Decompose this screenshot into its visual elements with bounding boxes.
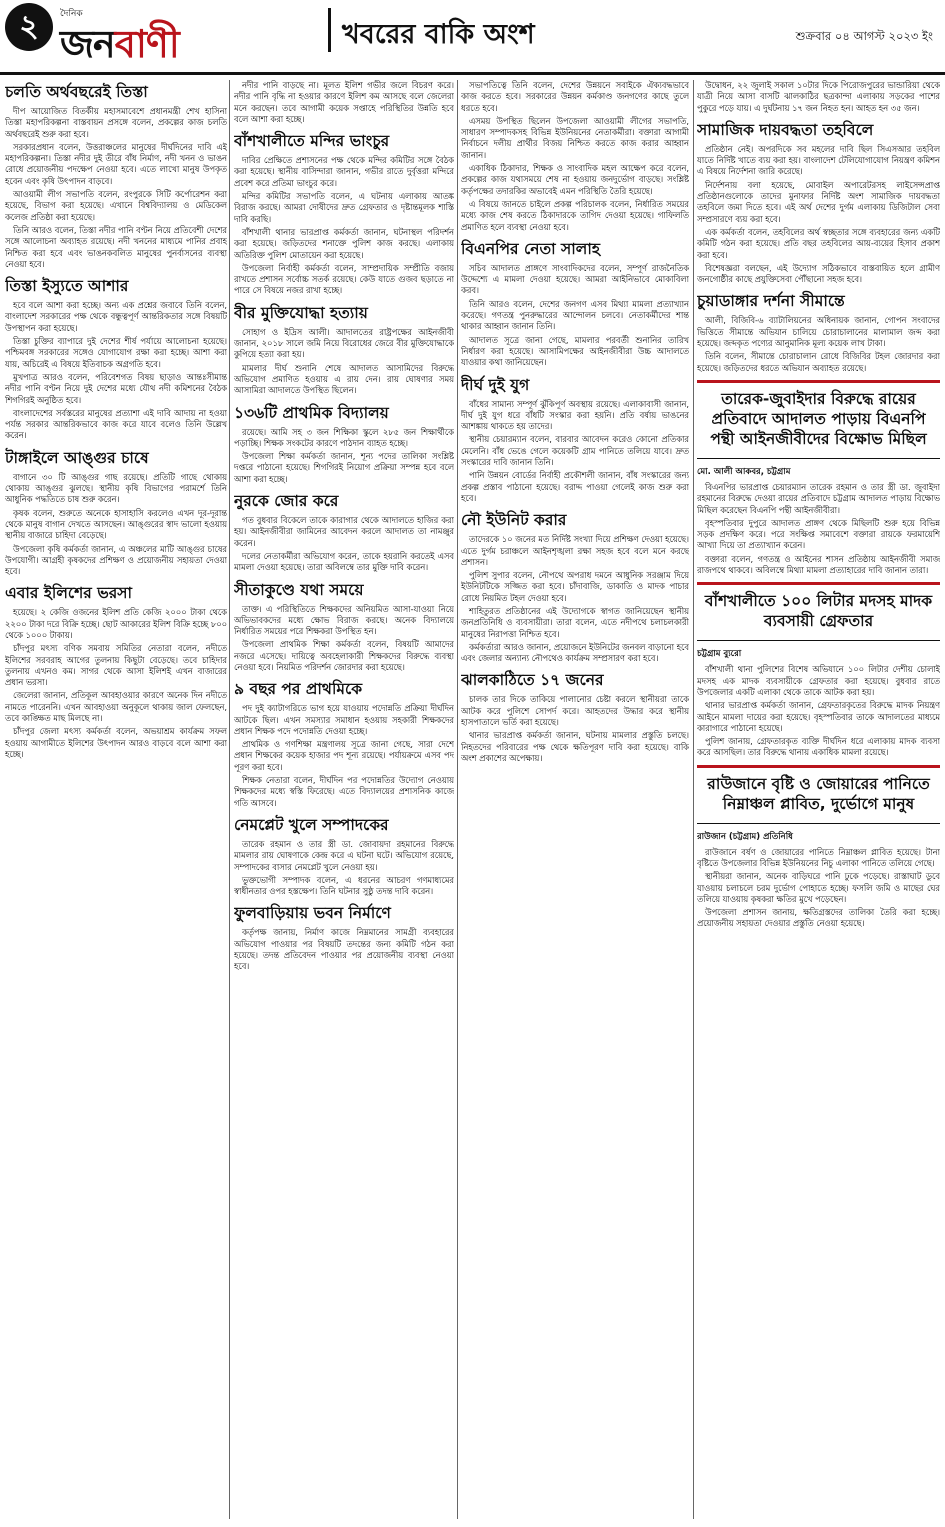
article-paragraph: চাঁদপুর জেলা মৎস্য কর্মকর্তা বলেন, অভয়াশ্রম কার্যক্রম সফল হওয়ায় আগামীতে ইলিশের উৎপাদন আরও বাড়বে বলে আশা করা হচ্ছে। <box>5 726 227 759</box>
article-body <box>461 80 689 233</box>
article-body <box>234 515 454 573</box>
article-body <box>697 144 940 286</box>
article-headline: বীর মুক্তিযোদ্ধা হত্যায় <box>234 303 368 322</box>
headline-box <box>697 380 940 459</box>
article-paragraph: পদ দুই ক্যাটাগরিতে ভাগ হয়ে যাওয়ায় পদোন্নতি প্রক্রিয়া দীর্ঘদিন আটকে ছিল। এখন সমস্যার সমাধান হওয়ায় সহকারী শিক্ষকদের প্রধান শিক্ষক পদে পদোন্নতি দেওয়া হচ্ছে। <box>234 703 454 736</box>
article-paragraph: তিনি বলেন, সীমান্তে চোরাচালান রোধে বিজিবির টহল জোরদার করা হয়েছে। জড়িতদের ধরতে অভিযান অব্যাহত রয়েছে। <box>697 351 940 373</box>
article-headline: রাউজানে বৃষ্টি ও জোয়ারের পানিতে নিম্নাঞ্চল প্লাবিত, দুর্ভোগে মানুষ <box>707 774 930 813</box>
column-divider <box>229 80 230 1519</box>
column-4 <box>697 80 940 1519</box>
article-paragraph: উপজেলা শিক্ষা কর্মকর্তা জানান, শূন্য পদের তালিকা সংশ্লিষ্ট দপ্তরে পাঠানো হয়েছে। শিগগিরই নিয়োগ প্রক্রিয়া সম্পন্ন হবে বলে আশা করা হচ্ছে। <box>234 451 454 484</box>
article-paragraph: জেলেরা জানান, প্রতিকূল আবহাওয়ার কারণে অনেক দিন নদীতে নামতে পারেননি। এখন আবহাওয়া অনুকূলে থাকায় জাল ফেলছেন, তবে কাঙ্ক্ষিত মাছ মিলছে না। <box>5 690 227 724</box>
article-paragraph: সরকারপ্রধান বলেন, উত্তরাঞ্চলের মানুষের দীর্ঘদিনের দাবি এই মহাপরিকল্পনা। তিস্তা নদীর দুই তীরে বাঁধ নির্মাণ, নদী খনন ও ভাঙন রোধে প্রয়োজনীয় পদক্ষেপ নেওয়া হবে। এতে লাখো মানুষ উপকৃত হবেন এবং কৃষি উৎপাদন বাড়বে। <box>5 141 227 186</box>
newspaper-logo <box>60 15 179 79</box>
article-paragraph: নদীর পানি বাড়ছে না। মূলত ইলিশ গভীর জলে বিচরণ করে। নদীর পানি বৃদ্ধি না হওয়ার কারণে ইলিশ কম আসছে বলে জেলেরা মনে করছেন। তবে আগামী কয়েক সপ্তাহে পরিস্থিতির উন্নতি হবে বলে আশা করা হচ্ছে। <box>234 80 454 124</box>
article-paragraph: সচিব আদালত প্রাঙ্গণে সাংবাদিকদের বলেন, সম্পূর্ণ রাজনৈতিক উদ্দেশ্যে এ মামলা দেওয়া হয়েছে। আমরা আইনিভাবে মোকাবিলা করব। <box>461 262 689 296</box>
article-paragraph: আওয়ামী লীগ সভাপতি বলেন, রংপুরকে সিটি কর্পোরেশন করা হয়েছে, বিভাগ করা হয়েছে। এখানে বিশ্ববিদ্যালয় ও মেডিকেল কলেজ প্রতিষ্ঠা করা হয়েছে। <box>5 189 227 222</box>
article-paragraph: তাক্ত। এ পরিস্থিতিতে শিক্ষকদের অনিয়মিত আসা-যাওয়া নিয়ে অভিভাবকদের মধ্যে ক্ষোভ বিরাজ করছে। অনেক বিদ্যালয়ে নির্ধারিত সময়ের পরে শিক্ষকরা উপস্থিত হন। <box>234 603 454 637</box>
article-paragraph: কৃষক বলেন, শুরুতে অনেকে হাসাহাসি করলেও এখন দূর-দূরান্ত থেকে মানুষ বাগান দেখতে আসছেন। আঙ্গুরের স্বাদ ভালো হওয়ায় স্থানীয় বাজারে চাহিদা বেড়েছে। <box>5 507 227 541</box>
article <box>697 765 940 930</box>
article-paragraph: উদ্বোধন, ২২ জুলাই সকাল ১০টার দিকে পিরোজপুরের ভান্ডারিয়া থেকে যাত্রী নিয়ে আসা বাসটি ঝালকাঠির ছত্রকান্দা এলাকায় সড়কের পাশের পুকুরে পড়ে যায়। এ দুর্ঘটনায় ১৭ জন নিহত হন। আহত হন ৩৫ জন। <box>697 80 940 113</box>
article-headline: টাঙ্গাইলে আঙ্গুর চাষে <box>5 448 149 467</box>
article-paragraph: শিক্ষক নেতারা বলেন, দীর্ঘদিন পর পদোন্নতির উদ্যোগ নেওয়ায় শিক্ষকদের মধ্যে স্বস্তি ফিরেছে। এতে বিদ্যালয়ের প্রশাসনিক কাজে গতি আসবে। <box>234 775 454 808</box>
article-headline: তারেক-জুবাইদার বিরুদ্ধে রায়ের প্রতিবাদে আদালত পাড়ায় বিএনপি পন্থী আইনজীবীদের বিক্ষোভ মিছিল <box>710 389 927 448</box>
article-paragraph: মামলার দীর্ঘ শুনানি শেষে আদালত আসামিদের বিরুদ্ধে অভিযোগ প্রমাণিত হওয়ায় এ রায় দেন। রায় ঘোষণার সময় আসামিরা আদালতে উপস্থিত ছিলেন। <box>234 362 454 396</box>
article-paragraph: মুখপাত্র আরও বলেন, পরিবেশগত বিষয় ছাড়াও আন্তঃসীমান্ত নদীর পানি বণ্টন নিয়ে দুই দেশের মধ্যে যৌথ নদী কমিশনের বৈঠক শিগগিরই অনুষ্ঠিত হবে। <box>5 371 227 405</box>
article-paragraph: তারেক রহমান ও তার স্ত্রী ডা. জোবায়দা রহমানের বিরুদ্ধে মামলার রায় ঘোষণাকে কেন্দ্র করে এ ঘটনা ঘটে। অভিযোগ রয়েছে, সম্পাদকের বাসার নেমপ্লেট খুলে নেওয়া হয়। <box>234 838 454 872</box>
article-body <box>461 263 689 369</box>
article <box>234 679 454 809</box>
article-paragraph: তিস্তা চুক্তির ব্যাপারে দুই দেশের শীর্ষ পর্যায়ে আলোচনা হয়েছে। পশ্চিমবঙ্গ সরকারের সঙ্গেও যোগাযোগ রক্ষা করা হচ্ছে। আশা করা যায়, অচিরেই এ বিষয়ে ইতিবাচক অগ্রগতি হবে। <box>5 336 227 369</box>
article <box>234 903 454 972</box>
article-paragraph: এক কর্মকর্তা বলেন, তহবিলের অর্থ স্বচ্ছতার সঙ্গে ব্যবহারের জন্য একটি কমিটি গঠন করা হয়েছে। প্রতি বছর তহবিলের আয়-ব্যয়ের হিসাব প্রকাশ করা হবে। <box>697 226 940 260</box>
article-byline: মো. আলী আকবর, চট্টগ্রাম <box>697 466 791 477</box>
article-body <box>697 80 940 114</box>
article <box>234 403 454 485</box>
article-headline: নেমপ্লেট খুলে সম্পাদকের <box>234 815 389 834</box>
article-body <box>461 399 689 505</box>
article-paragraph: চালক তার দিকে তাকিয়ে পালানোর চেষ্টা করলে স্থানীয়রা তাকে আটক করে পুলিশে সোপর্দ করে। আহতদের উদ্ধার করে স্থানীয় হাসপাতালে ভর্তি করা হয়েছে। <box>461 694 689 728</box>
article-body <box>234 327 454 397</box>
article-headline: ঝালকাঠিতে ১৭ জনের <box>461 671 604 690</box>
article-headline: ফুলবাড়িয়ায় ভবন নির্মাণে <box>234 904 391 923</box>
article-paragraph: উপজেলা প্রাথমিক শিক্ষা কর্মকর্তা বলেন, বিষয়টি আমাদের নজরে এসেছে। দায়িত্বে অবহেলাকারী শিক্ষকদের বিরুদ্ধে ব্যবস্থা নেওয়া হবে। নিয়মিত পরিদর্শন জোরদার করা হয়েছে। <box>234 639 454 672</box>
column-3 <box>461 80 689 1519</box>
article-headline: নৌ ইউনিট করার <box>461 511 567 530</box>
article-byline: রাউজান (চট্টগ্রাম) প্রতিনিধি <box>697 831 793 842</box>
article-paragraph: তাদেরকে ১০ জনের মত নির্দিষ্ট সংখ্যা দিয়ে প্রশিক্ষণ দেওয়া হয়েছে। এতে দুর্গম চরাঞ্চলে আইনশৃঙ্খলা রক্ষা সহজ হবে বলে মনে করছে প্রশাসন। <box>461 534 689 567</box>
headline-box <box>697 765 940 824</box>
masthead <box>0 0 945 78</box>
article-paragraph: স্থানীয়রা জানান, অনেক বাড়িঘরে পানি ঢুকে পড়েছে। রাস্তাঘাট ডুবে যাওয়ায় চলাচলে চরম দুর্ভোগ পোহাতে হচ্ছে। ফসলি জমি ও মাছের ঘের তলিয়ে যাওয়ায় কৃষকরা ক্ষতির মুখে পড়েছেন। <box>697 871 940 904</box>
article-paragraph: উপজেলা কৃষি কর্মকর্তা জানান, এ অঞ্চলের মাটি আঙ্গুর চাষের উপযোগী। আগ্রহী কৃষকদের প্রশিক্ষণ ও প্রয়োজনীয় সহায়তা দেওয়া হবে। <box>5 543 227 577</box>
article-paragraph: চাঁদপুর মৎস্য বণিক সমবায় সমিতির নেতারা বলেন, নদীতে ইলিশের সরবরাহ আগের তুলনায় কিছুটা বেড়েছে। তবে চাহিদার তুলনায় এখনও কম। সাগর থেকে আসা ইলিশই এখন বাজারের প্রধান ভরসা। <box>5 643 227 688</box>
article <box>697 380 940 576</box>
article-paragraph: দীপ আয়োজিত বিতর্কীয় মহাসমাবেশে প্রধানমন্ত্রী শেখ হাসিনা তিস্তা মহাপরিকল্পনা বাস্তবায়ন প্রসঙ্গে বলেন, প্রকল্পের কাজ চলতি অর্থবছরেই শুরু করা হবে। <box>5 106 227 139</box>
article-paragraph: কর্মকর্তারা আরও জানান, প্রয়োজনে ইউনিটের জনবল বাড়ানো হবে এবং জেলার অন্যান্য নৌপথেও কার্যক্রম সম্প্রসারণ করা হবে। <box>461 641 689 664</box>
article-paragraph: তিনি আরও বলেন, তিস্তা নদীর পানি বণ্টন নিয়ে প্রতিবেশী দেশের সঙ্গে আলোচনা অব্যাহত রয়েছে। নদী খননের মাধ্যমে পানির প্রবাহ নিশ্চিত করা হবে এবং ভাঙনকবলিত মানুষের পুনর্বাসনের ব্যবস্থা নেওয়া হবে। <box>5 224 227 269</box>
article-paragraph: মন্দির কমিটির সভাপতি বলেন, এ ঘটনায় এলাকায় আতঙ্ক বিরাজ করছে। আমরা দোষীদের দ্রুত গ্রেফতার ও দৃষ্টান্তমূলক শাস্তি দাবি করছি। <box>234 191 454 224</box>
article-headline: এবার ইলিশের ভরসা <box>5 584 133 603</box>
article-body <box>461 534 689 664</box>
article-headline: দীর্ঘ দুই যুগ <box>461 375 530 394</box>
article-paragraph: একাধিক ঠিকাদার, শিক্ষক ও সাংবাদিক মহল আক্ষেপ করে বলেন, প্রকল্পের কাজ যথাসময়ে শেষ না হওয়ায় জনদুর্ভোগ বাড়ছে। সংশ্লিষ্ট কর্তৃপক্ষের তদারকির অভাবেই এমন পরিস্থিতি তৈরি হয়েছে। <box>461 163 689 196</box>
article-headline: সীতাকুণ্ডে যথা সময়ে <box>234 580 364 599</box>
article-paragraph: বিএনপির ভারপ্রাপ্ত চেয়ারম্যান তারেক রহমান ও তার স্ত্রী ডা. জুবাইদা রহমানের বিরুদ্ধে দেওয়া রায়ের প্রতিবাদে চট্টগ্রাম আদালত পাড়ায় বিক্ষোভ মিছিল করেছেন বিএনপি পন্থী আইনজীবীরা। <box>697 481 940 515</box>
article-paragraph: পানি উন্নয়ন বোর্ডের নির্বাহী প্রকৌশলী জানান, বাঁধ সংস্কারের জন্য প্রকল্প প্রস্তাব পাঠানো হয়েছে। বরাদ্দ পাওয়া গেলেই কাজ শুরু করা হবে। <box>461 470 689 503</box>
article-paragraph: বাংলাদেশের সর্বস্তরের মানুষের প্রত্যাশা এই দাবি আদায় না হওয়া পর্যন্ত সরকার আন্তরিকভাবে কাজ করে যাবে বলেও তিনি উল্লেখ করেন। <box>5 407 227 441</box>
article-body <box>697 664 940 758</box>
section-title: খবরের বাকি অংশ <box>342 14 535 59</box>
article-paragraph: বাঁশখালী থানা পুলিশের বিশেষ অভিযানে ১০০ লিটার দেশীয় চোলাই মদসহ এক মাদক ব্যবসায়ীকে গ্রেফতার করা হয়েছে। বুধবার রাতে উপজেলার একটি এলাকা থেকে তাকে আটক করা হয়। <box>697 664 940 697</box>
article-headline: তিস্তা ইস্যুতে আশার <box>5 277 129 296</box>
article-body <box>697 847 940 930</box>
article-paragraph: উপজেলা প্রশাসন জানায়, ক্ষতিগ্রস্তদের তালিকা তৈরি করা হচ্ছে। প্রয়োজনীয় সহায়তা দেওয়ার প্রস্তুতি নেওয়া হয়েছে। <box>697 907 940 929</box>
article <box>234 131 454 297</box>
column-divider <box>457 80 458 1519</box>
article <box>461 239 689 369</box>
article-body <box>234 80 454 125</box>
article <box>697 291 940 373</box>
article-body <box>697 315 940 373</box>
article-paragraph: কর্তৃপক্ষ জানায়, নির্মাণ কাজে নিম্নমানের সামগ্রী ব্যবহারের অভিযোগ পাওয়ার পর বিষয়টি তদন্তের জন্য কমিটি গঠন করা হয়েছে। তদন্ত প্রতিবেদন পাওয়ার পর প্রয়োজনীয় ব্যবস্থা নেওয়া হবে। <box>234 927 454 972</box>
article-headline: চুয়াডাঙ্গার দর্শনা সীমান্তে <box>697 292 845 311</box>
dateline: শুক্রবার ০৪ আগস্ট ২০২৩ ইং <box>795 29 933 43</box>
article-headline: বিএনপির নেতা সালাহ <box>461 239 600 258</box>
article-paragraph: প্রতিষ্ঠান নেই। অপরদিকে সব মহলের দাবি ছিল সিএসআর তহবিল যাতে নির্দিষ্ট খাতে ব্যয় করা হয়। বাংলাদেশ টেলিযোগাযোগ নিয়ন্ত্রণ কমিশন এ বিষয়ে নির্দেশনা জারি করেছে। <box>697 143 940 177</box>
article-paragraph: উপজেলা নির্বাহী কর্মকর্তা বলেন, সাম্প্রদায়িক সম্প্রীতি বজায় রাখতে প্রশাসন সর্বোচ্চ সতর্ক রয়েছে। কেউ যাতে গুজব ছড়াতে না পারে সে বিষয়ে নজর রাখা হচ্ছে। <box>234 262 454 296</box>
article-paragraph: থানার ভারপ্রাপ্ত কর্মকর্তা জানান, ঘটনায় মামলার প্রস্তুতি চলছে। নিহতদের পরিবারের পক্ষ থেকে ক্ষতিপূরণ দাবি করা হয়েছে। বাকি অংশ প্রকাশের অপেক্ষায়। <box>461 730 689 763</box>
article-body <box>234 155 454 297</box>
article <box>461 670 689 764</box>
article-paragraph: পুলিশ জানায়, গ্রেফতারকৃত ব্যক্তি দীর্ঘদিন ধরে এলাকায় মাদক ব্যবসা করে আসছিল। তার বিরুদ্ধে থানায় একাধিক মামলা রয়েছে। <box>697 736 940 758</box>
article-paragraph: সোহাগ ও ইদ্রিস আলী। আদালতের রাষ্ট্রপক্ষের আইনজীবী জানান, ২০১৮ সালে জমি নিয়ে বিরোধের জেরে বীর মুক্তিযোদ্ধাকে কুপিয়ে হত্যা করা হয়। <box>234 326 454 360</box>
article-paragraph: এসময় উপস্থিত ছিলেন উপজেলা আওয়ামী লীগের সভাপতি, সাধারণ সম্পাদকসহ বিভিন্ন ইউনিয়নের নেতাকর্মীরা। বক্তারা আগামী নির্বাচনে দলীয় প্রার্থীর বিজয় নিশ্চিত করতে কাজ করার আহ্বান জানান। <box>461 115 689 160</box>
article-paragraph: শাহিতুরত প্রতিষ্ঠানের এই উদ্যোগকে স্বাগত জানিয়েছেন স্থানীয় জনপ্রতিনিধি ও ব্যবসায়ীরা। তারা বলেন, এতে নদীপথে চলাচলকারী মানুষের নিরাপত্তা নিশ্চিত হবে। <box>461 605 689 639</box>
article-body <box>697 482 940 576</box>
article-body <box>234 427 454 485</box>
article-body <box>234 703 454 809</box>
article-paragraph: রয়েছে। আমি সহ ৩ জন শিক্ষিকা স্কুলে ২৮৫ জন শিক্ষার্থীকে পড়াচ্ছি। শিক্ষক সংকটের কারণে পাঠদান ব্যাহত হচ্ছে। <box>234 426 454 448</box>
article <box>461 375 689 505</box>
article-paragraph: বাগানে ৩০ টি আঙ্গুর গাছ রয়েছে। প্রতিটি গাছে থোকায় থোকায় আঙ্গুর ঝুলছে। স্থানীয় কৃষি বিভাগের পরামর্শে তিনি আধুনিক পদ্ধতিতে চাষ শুরু করেন। <box>5 471 227 505</box>
article-paragraph: তিনি আরও বলেন, দেশের জনগণ এসব মিথ্যা মামলা প্রত্যাখ্যান করেছে। গণতন্ত্র পুনরুদ্ধারের আন্দোলন চলবে। নেতাকর্মীদের শান্ত থাকার আহ্বান জানান তিনি। <box>461 298 689 332</box>
article-headline: বাঁশখালীতে ১০০ লিটার মদসহ মাদক ব্যবসায়ী গ্রেফতার <box>704 592 933 631</box>
article-body <box>234 927 454 972</box>
article-paragraph: হবে বলে আশা করা হচ্ছে। অন্য এক প্রশ্নের জবাবে তিনি বলেন, বাংলাদেশ সরকারের পক্ষ থেকে বন্ধুত্বপূর্ণ আন্তরিকতার সঙ্গে বিষয়টি উপস্থাপন করা হয়েছে। <box>5 300 227 333</box>
logo-prefix: দৈনিক <box>60 9 83 19</box>
article-paragraph: বৃহস্পতিবার দুপুরে আদালত প্রাঙ্গণ থেকে মিছিলটি শুরু হয়ে বিভিন্ন সড়ক প্রদক্ষিণ করে। পরে সংক্ষিপ্ত সমাবেশে বক্তারা রায়কে ফরমায়েশি আখ্যা দিয়ে তা প্রত্যাখ্যান করেন। <box>697 517 940 551</box>
article-paragraph: দাবির প্রেক্ষিতে প্রশাসনের পক্ষ থেকে মন্দির কমিটির সঙ্গে বৈঠক করা হয়েছে। স্থানীয় বাসিন্দারা জানান, গভীর রাতে দুর্বৃত্তরা মন্দিরে প্রবেশ করে প্রতিমা ভাংচুর করে। <box>234 155 454 188</box>
headline-box <box>697 582 940 641</box>
article-paragraph: বিশেষজ্ঞরা বলছেন, এই উদ্যোগ সঠিকভাবে বাস্তবায়িত হলে গ্রামীণ জনগোষ্ঠীর কাছে প্রযুক্তিসেবা পৌঁছানো সহজ হবে। <box>697 262 940 285</box>
article-paragraph: থানার ভারপ্রাপ্ত কর্মকর্তা জানান, গ্রেফতারকৃতের বিরুদ্ধে মাদক নিয়ন্ত্রণ আইনে মামলা দায়ের করা হয়েছে। বৃহস্পতিবার তাকে আদালতের মাধ্যমে কারাগারে পাঠানো হয়েছে। <box>697 700 940 733</box>
article-headline: নুরকে জোর করে <box>234 492 339 511</box>
article-paragraph: আদালত সূত্রে জানা গেছে, মামলার পরবর্তী শুনানির তারিখ নির্ধারণ করা হয়েছে। আসামিপক্ষের আইনজীবীরা উচ্চ আদালতে যাওয়ার কথা জানিয়েছেন। <box>461 334 689 368</box>
article-paragraph: দলের নেতাকর্মীরা অভিযোগ করেন, তাকে হয়রানি করতেই এসব মামলা দেওয়া হয়েছে। তারা অবিলম্বে তার মুক্তি দাবি করেন। <box>234 550 454 573</box>
page-number-badge: ২ <box>5 3 53 51</box>
article-headline: সামাজিক দায়বদ্ধতা তহবিলে <box>697 120 874 139</box>
article <box>461 80 689 233</box>
article-paragraph: গত বুধবার বিকেলে তাকে কারাগার থেকে আদালতে হাজির করা হয়। আইনজীবীরা জামিনের আবেদন করলে আদালত তা নামঞ্জুর করেন। <box>234 515 454 548</box>
article-body <box>461 694 689 764</box>
article-body <box>5 607 227 760</box>
logo-part-1: জন <box>60 22 115 66</box>
article <box>5 583 227 760</box>
article-paragraph: ভুক্তভোগী সম্পাদক বলেন, এ ধরনের আচরণ গণমাধ্যমের স্বাধীনতার ওপর হস্তক্ষেপ। তিনি ঘটনার সুষ্ঠু তদন্ত দাবি করেন। <box>234 874 454 897</box>
article-body <box>234 839 454 897</box>
article-body <box>5 472 227 578</box>
article <box>461 510 689 664</box>
article <box>5 82 227 270</box>
article-paragraph: এ বিষয়ে জানতে চাইলে প্রকল্প পরিচালক বলেন, নির্ধারিত সময়ের মধ্যে কাজ শেষ করতে ঠিকাদারকে তাগিদ দেওয়া হয়েছে। গাফিলতি প্রমাণিত হলে ব্যবস্থা নেওয়া হবে। <box>461 198 689 232</box>
article-paragraph: পুলিশ সুপার বলেন, নৌপথে অপরাধ দমনে আধুনিক সরঞ্জাম দিয়ে ইউনিটটিকে সজ্জিত করা হবে। চাঁদাবাজি, ডাকাতি ও মাদক পাচার রোধে নিয়মিত টহল দেওয়া হবে। <box>461 570 689 603</box>
article <box>234 491 454 573</box>
article-byline: চট্টগ্রাম ব্যুরো <box>697 649 742 660</box>
logo-part-2: বাণী <box>114 22 179 66</box>
article-body <box>234 604 454 674</box>
masthead-rule <box>0 72 945 75</box>
column-1 <box>5 80 227 1519</box>
article-paragraph: বাঁশখালী থানার ভারপ্রাপ্ত কর্মকর্তা জানান, ঘটনাস্থল পরিদর্শন করা হয়েছে। জড়িতদের শনাক্তে পুলিশ কাজ করছে। এলাকায় অতিরিক্ত পুলিশ মোতায়েন করা হয়েছে। <box>234 226 454 260</box>
article-headline: ৯ বছর পর প্রাথমিকে <box>234 680 363 699</box>
article <box>697 582 940 758</box>
article-paragraph: হয়েছে। ২ কেজি ওজনের ইলিশ প্রতি কেজি ২০০০ টাকা থেকে ২২০০ টাকা দরে বিক্রি হচ্ছে। ছোট আকারের ইলিশ বিক্রি হচ্ছে ৮০০ থেকে ১০০০ টাকায়। <box>5 607 227 640</box>
column-divider <box>693 80 694 1519</box>
article <box>234 815 454 897</box>
article-paragraph: রাউজানে বর্ষণ ও জোয়ারের পানিতে নিম্নাঞ্চল প্লাবিত হয়েছে। টানা বৃষ্টিতে উপজেলার বিভিন্ন ইউনিয়নের নিচু এলাকা পানিতে তলিয়ে গেছে। <box>697 846 940 868</box>
article <box>5 276 227 442</box>
article-paragraph: বাঁধের সামান্য সম্পূর্ণ ঝুঁকিপূর্ণ অবস্থায় রয়েছে। এলাকাবাসী জানান, দীর্ঘ দুই যুগ ধরে বাঁধটি সংস্কার করা হয়নি। প্রতি বর্ষায় ভাঙনের আশঙ্কায় থাকতে হয় তাদের। <box>461 398 689 432</box>
article-paragraph: সভাপতিত্বে তিনি বলেন, দেশের উন্নয়নে সবাইকে ঐক্যবদ্ধভাবে কাজ করতে হবে। সরকারের উন্নয়ন কর্মকাণ্ড জনগণের কাছে তুলে ধরতে হবে। <box>461 80 689 113</box>
article <box>234 580 454 674</box>
article-paragraph: নির্দেশনায় বলা হয়েছে, মোবাইল অপারেটরসহ লাইসেন্সপ্রাপ্ত প্রতিষ্ঠানগুলোকে তাদের মুনাফার নির্দিষ্ট অংশ সামাজিক দায়বদ্ধতা তহবিলে জমা দিতে হবে। এই অর্থ দেশের দুর্গম এলাকায় ডিজিটাল সেবা সম্প্রসারণে ব্যয় করা হবে। <box>697 179 940 224</box>
article-paragraph: স্থানীয় চেয়ারম্যান বলেন, বারবার আবেদন করেও কোনো প্রতিকার মেলেনি। বাঁধ ভেঙে গেলে কয়েকটি গ্রাম পানিতে তলিয়ে যাবে। দ্রুত সংস্কারের দাবি জানান তিনি। <box>461 434 689 468</box>
article-headline: চলতি অর্থবছরেই তিস্তা <box>5 83 148 101</box>
article <box>697 120 940 286</box>
article <box>697 80 940 114</box>
article-headline: বাঁশখালীতে মন্দির ভাংচুর <box>234 132 390 151</box>
article-headline: ১৩৬টি প্রাথমিক বিদ্যালয় <box>234 403 389 422</box>
column-2 <box>234 80 454 1519</box>
article <box>5 448 227 578</box>
article-paragraph: আলী, বিজিবি-৬ ব্যাটালিয়নের অধিনায়ক জানান, গোপন সংবাদের ভিত্তিতে সীমান্তে অভিযান চালিয়ে চোরাচালানের মালামাল জব্দ করা হয়েছে। জব্দকৃত পণ্যের আনুমানিক মূল্য কয়েক লাখ টাকা। <box>697 315 940 349</box>
article-paragraph: প্রাথমিক ও গণশিক্ষা মন্ত্রণালয় সূত্রে জানা গেছে, সারা দেশে প্রধান শিক্ষকের কয়েক হাজার পদ শূন্য রয়েছে। পর্যায়ক্রমে এসব পদ পূরণ করা হবে। <box>234 739 454 772</box>
article-body <box>5 300 227 442</box>
article <box>234 80 454 125</box>
article-body <box>5 106 227 270</box>
article-paragraph: বক্তারা বলেন, গণতন্ত্র ও আইনের শাসন প্রতিষ্ঠায় আইনজীবী সমাজ রাজপথে থাকবে। অবিলম্বে মিথ্যা মামলা প্রত্যাহারের দাবি জানান তারা। <box>697 553 940 576</box>
article <box>234 303 454 397</box>
